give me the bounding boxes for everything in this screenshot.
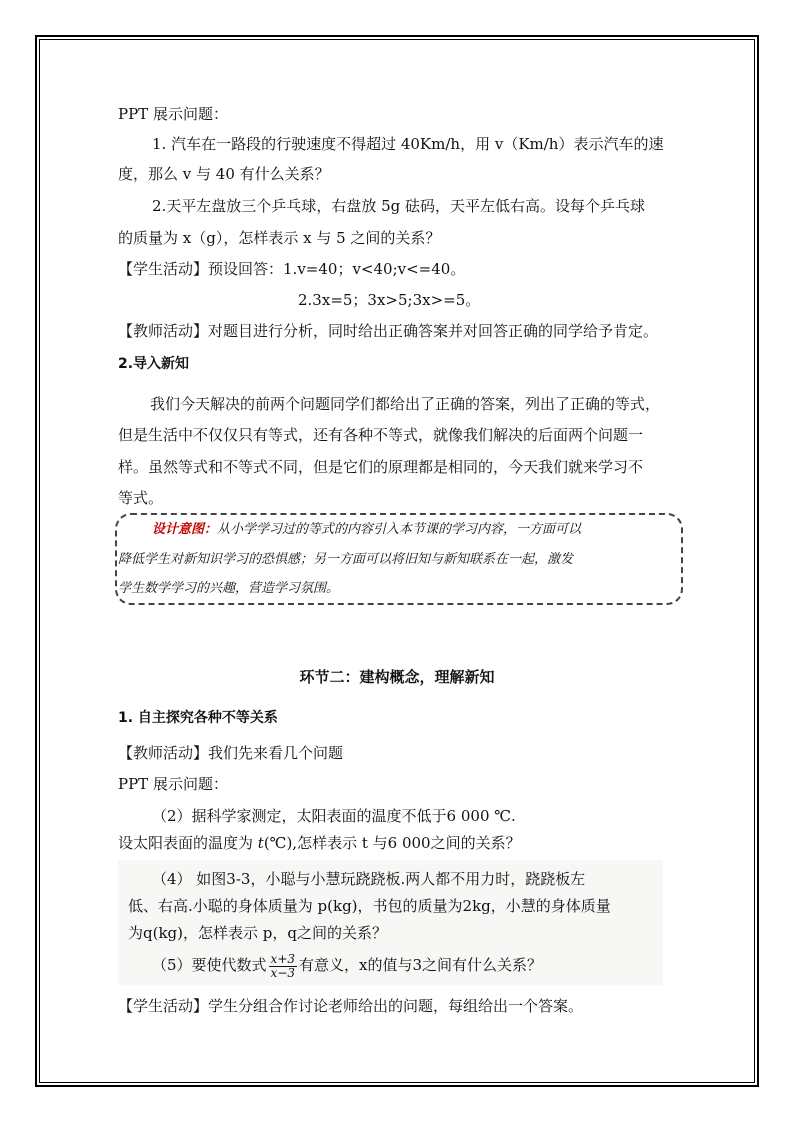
teacher-activity-2-label: 【教师活动】 [118,744,209,762]
design-intent-line-1 [152,520,581,540]
subsection-heading: 1. 自主探究各种不等关系 [118,710,278,726]
section-heading-import: 2.导入新知 [118,356,190,372]
paragraph-line-1: 我们今天解决的前两个问题同学们都给出了正确的答案，列出了正确的等式， [150,395,661,413]
section-title: 环节二：建构概念，理解新知 [299,668,495,686]
teacher-activity-1 [118,320,658,342]
fraction [269,953,297,980]
paragraph-line-3: 样。虽然等式和不等式不同，但是它们的原理都是相同的，今天我们就来学习不 [118,458,644,476]
student-activity-1 [118,258,465,280]
teacher-activity-2 [118,742,343,764]
textbook-q4-line-2: 低、右高.小聪的身体质量为 p(kg)，书包的质量为2kg，小慧的身体质量 [128,897,611,915]
student-activity-2-text: 学生分组合作讨论老师给出的问题，每组给出一个答案。 [208,997,584,1015]
textbook-q2-text-a: 设太阳表面的温度为 [118,834,258,852]
textbook-q5-text-b: 有意义，x的值与3之间有什么关系？ [299,956,543,974]
textbook-q4-line-1: （4） 如图3-3，小聪与小慧玩跷跷板.两人都不用力时，跷跷板左 [152,870,586,888]
textbook-q2-line-2 [118,832,521,854]
paragraph-line-2: 但是生活中不仅仅只有等式，还有各种不等式，就像我们解决的后面两个问题一 [118,426,644,444]
design-intent-line-2: 降低学生对新知识学习的恐惧感；另一方面可以将旧知与新知联系在一起，激发 [118,552,574,567]
question-2-line-2: 的质量为 x（g），怎样表示 x 与 5 之间的关系？ [118,229,441,247]
fraction-denominator: x−3 [270,965,296,980]
question-1-line-2: 度，那么 v 与 40 有什么关系？ [118,165,330,183]
student-activity-2-label: 【学生活动】 [118,997,209,1015]
textbook-q5-text-a: （5）要使代数式 [152,956,267,974]
design-intent-label: 设计意图： [152,522,218,537]
textbook-q4-line-3: 为q(kg)，怎样表示 p，q之间的关系？ [128,924,387,942]
teacher-activity-text: 对题目进行分析，同时给出正确答案并对回答正确的同学给予肯定。 [208,322,659,340]
paragraph-line-4: 等式。 [118,489,164,507]
student-activity-text-2: 2.3x=5；3x>5;3x>=5。 [298,291,481,309]
student-activity-label: 【学生活动】 [118,260,209,278]
ppt-label-2: PPT 展示问题： [118,775,228,793]
question-2-line-1: 2.天平左盘放三个乒乓球，右盘放 5g 砝码，天平左低右高。设每个乒乓球 [152,197,645,215]
design-intent-text-1: 从小学学习过的等式的内容引入本节课的学习内容，一方面可以 [217,522,582,537]
student-activity-2 [118,995,583,1017]
teacher-activity-2-text: 我们先来看几个问题 [208,744,344,762]
design-intent-line-3: 学生数学学习的兴趣，营造学习氛围。 [118,581,340,596]
question-1-line-1: 1. 汽车在一路段的行驶速度不得超过 40Km/h，用 v（Km/h）表示汽车的速 [152,135,664,153]
ppt-label-1: PPT 展示问题： [118,105,228,123]
textbook-q2-text-b: (℃),怎样表示 t 与6 000之间的关系？ [263,834,521,852]
teacher-activity-label: 【教师活动】 [118,322,209,340]
textbook-q5-line [152,950,542,980]
textbook-q2-variable: t [257,834,264,852]
textbook-q2-line-1: （2）据科学家测定，太阳表面的温度不低于6 000 ℃. [152,807,516,825]
fraction-numerator: x+3 [270,951,296,966]
student-activity-text-1: 预设回答：1.v=40；v<40;v<=40。 [208,260,466,278]
